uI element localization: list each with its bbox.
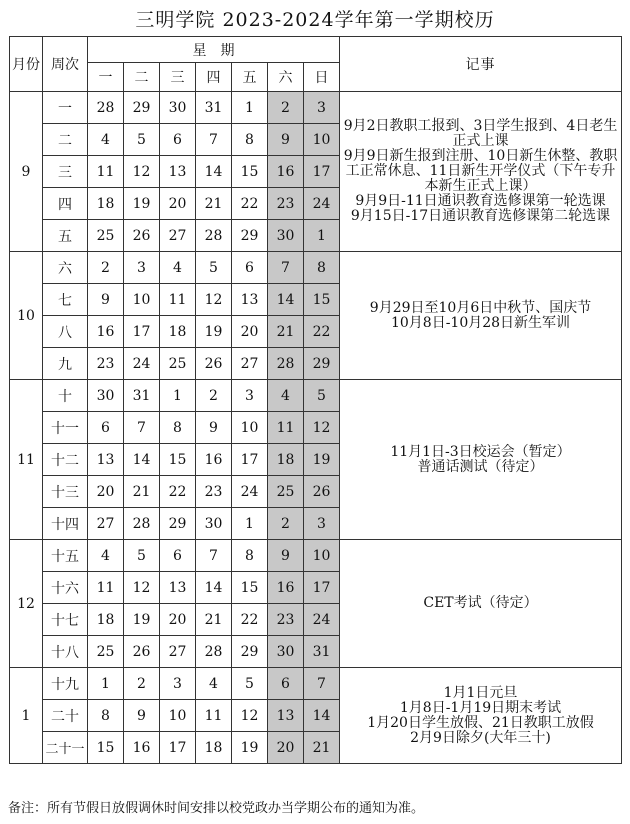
weekday-sat: 六 [268,63,304,92]
week-number-cell: 七 [43,284,88,316]
week-number-cell: 二十 [43,700,88,732]
day-cell: 25 [88,220,124,252]
day-cell: 9 [88,284,124,316]
notes-cell [340,380,622,540]
note-line: 1月8日-1月19日期末考试 [399,699,562,716]
week-number-cell: 十 [43,380,88,412]
note-line: 2月9日除夕(大年三十) [410,729,551,746]
note-line: 9月29日至10月6日中秋节、国庆节 [369,299,592,316]
day-cell: 31 [124,380,160,412]
weekend-day-cell: 14 [304,700,340,732]
day-cell: 25 [160,348,196,380]
weekend-day-cell: 25 [268,476,304,508]
week-number-cell: 六 [43,252,88,284]
day-cell: 6 [160,124,196,156]
weekend-day-cell: 13 [268,700,304,732]
note-line: 11月1日-3日校运会（暂定） [390,443,571,460]
weekend-day-cell: 29 [304,348,340,380]
week-number-cell: 十七 [43,604,88,636]
weekday-group-header: 星 期 [88,37,340,63]
day-cell: 15 [88,732,124,764]
week-row [10,668,622,700]
weekend-day-cell: 23 [268,188,304,220]
day-cell: 13 [232,284,268,316]
day-cell: 1 [160,380,196,412]
month-cell: 11 [10,380,43,540]
weekday-fri: 五 [232,63,268,92]
week-number-cell: 二十一 [43,732,88,764]
day-cell: 14 [124,444,160,476]
day-cell: 3 [232,380,268,412]
day-cell: 26 [196,348,232,380]
weekend-day-cell: 20 [268,732,304,764]
day-cell: 8 [232,540,268,572]
day-cell: 11 [160,284,196,316]
weekend-day-cell: 1 [304,220,340,252]
day-cell: 27 [232,348,268,380]
day-cell: 26 [124,220,160,252]
notes-header: 记事 [340,37,622,92]
week-number-cell: 十二 [43,444,88,476]
weekend-day-cell: 19 [304,444,340,476]
weekend-day-cell: 5 [304,380,340,412]
weekend-day-cell: 12 [304,412,340,444]
weekend-day-cell: 7 [268,252,304,284]
week-number-cell: 十五 [43,540,88,572]
weekend-day-cell: 3 [304,508,340,540]
day-cell: 28 [196,636,232,668]
day-cell: 24 [232,476,268,508]
notes-cell [340,92,622,252]
week-number-cell: 十三 [43,476,88,508]
school-calendar-table [9,36,622,764]
month-cell: 9 [10,92,43,252]
week-number-cell: 八 [43,316,88,348]
weekend-day-cell: 18 [268,444,304,476]
month-cell: 10 [10,252,43,380]
day-cell: 12 [124,156,160,188]
day-cell: 7 [196,540,232,572]
day-cell: 15 [232,572,268,604]
day-cell: 28 [196,220,232,252]
day-cell: 23 [88,348,124,380]
day-cell: 20 [232,316,268,348]
weekday-sun: 日 [304,63,340,92]
weekend-day-cell: 24 [304,604,340,636]
day-cell: 6 [160,540,196,572]
day-cell: 24 [124,348,160,380]
week-number-cell: 五 [43,220,88,252]
week-number-cell: 一 [43,92,88,124]
weekend-day-cell: 21 [304,732,340,764]
weekend-day-cell: 2 [268,508,304,540]
day-cell: 28 [124,508,160,540]
week-number-cell: 四 [43,188,88,220]
day-cell: 29 [232,220,268,252]
day-cell: 1 [232,508,268,540]
day-cell: 14 [196,572,232,604]
day-cell: 8 [88,700,124,732]
calendar-body [10,92,622,764]
day-cell: 25 [88,636,124,668]
day-cell: 1 [232,92,268,124]
weekend-day-cell: 2 [268,92,304,124]
day-cell: 10 [160,700,196,732]
day-cell: 22 [232,188,268,220]
day-cell: 20 [160,188,196,220]
day-cell: 5 [232,668,268,700]
day-cell: 5 [124,124,160,156]
week-number-cell: 十九 [43,668,88,700]
weekday-mon: 一 [88,63,124,92]
day-cell: 4 [160,252,196,284]
weekend-day-cell: 21 [268,316,304,348]
week-row [10,540,622,572]
weekend-day-cell: 4 [268,380,304,412]
day-cell: 5 [124,540,160,572]
note-line: 9月2日教职工报到、3日学生报到、4日老生正式上课 [343,118,618,149]
weekend-day-cell: 31 [304,636,340,668]
note-line: 10月8日-10月28日新生军训 [390,314,571,331]
week-row [10,252,622,284]
weekend-day-cell: 8 [304,252,340,284]
notes-cell [340,252,622,380]
day-cell: 30 [88,380,124,412]
day-cell: 2 [196,380,232,412]
day-cell: 2 [88,252,124,284]
week-number-cell: 二 [43,124,88,156]
day-cell: 4 [196,668,232,700]
weekend-day-cell: 7 [304,668,340,700]
week-number-cell: 九 [43,348,88,380]
day-cell: 30 [160,92,196,124]
month-header: 月份 [10,37,43,92]
day-cell: 29 [124,92,160,124]
month-cell: 12 [10,540,43,668]
day-cell: 26 [124,636,160,668]
day-cell: 21 [196,604,232,636]
weekend-day-cell: 24 [304,188,340,220]
week-number-cell: 十四 [43,508,88,540]
day-cell: 18 [88,604,124,636]
day-cell: 27 [88,508,124,540]
note-line: 9月9日新生报到注册、10日新生休整、教职工正常休息、11日新生开学仪式（下午专升本新生正式上课） [343,148,618,194]
day-cell: 10 [124,284,160,316]
note-line: CET考试（待定） [423,595,538,611]
day-cell: 15 [232,156,268,188]
day-cell: 20 [160,604,196,636]
day-cell: 9 [124,700,160,732]
day-cell: 5 [196,252,232,284]
weekend-day-cell: 26 [304,476,340,508]
day-cell: 27 [160,220,196,252]
weekend-day-cell: 17 [304,156,340,188]
month-cell: 1 [10,668,43,764]
weekday-tue: 二 [124,63,160,92]
day-cell: 17 [232,444,268,476]
weekend-day-cell: 30 [268,220,304,252]
week-number-cell: 十一 [43,412,88,444]
day-cell: 16 [124,732,160,764]
weekend-day-cell: 14 [268,284,304,316]
note-line: 1月1日元旦 [443,684,518,701]
weekday-wed: 三 [160,63,196,92]
weekday-thu: 四 [196,63,232,92]
week-number-cell: 十八 [43,636,88,668]
weekend-day-cell: 16 [268,572,304,604]
weekend-day-cell: 30 [268,636,304,668]
day-cell: 28 [88,92,124,124]
weekend-day-cell: 6 [268,668,304,700]
footnote: 备注：所有节假日放假调休时间安排以校党政办当学期公布的通知为准。 [8,801,425,816]
day-cell: 1 [88,668,124,700]
day-cell: 27 [160,636,196,668]
day-cell: 4 [88,124,124,156]
day-cell: 17 [160,732,196,764]
day-cell: 22 [160,476,196,508]
day-cell: 2 [124,668,160,700]
day-cell: 8 [232,124,268,156]
day-cell: 18 [160,316,196,348]
day-cell: 14 [196,156,232,188]
week-header: 周次 [43,37,88,92]
day-cell: 9 [196,412,232,444]
weekend-day-cell: 9 [268,124,304,156]
weekend-day-cell: 9 [268,540,304,572]
week-number-cell: 三 [43,156,88,188]
day-cell: 19 [196,316,232,348]
note-line: 普通话测试（待定） [417,458,544,475]
week-row [10,92,622,124]
note-line: 9月9日-11日通识教育选修课第一轮选课 [355,193,606,209]
weekend-day-cell: 17 [304,572,340,604]
weekend-day-cell: 10 [304,124,340,156]
weekend-day-cell: 16 [268,156,304,188]
day-cell: 11 [88,156,124,188]
day-cell: 4 [88,540,124,572]
weekend-day-cell: 10 [304,540,340,572]
note-line: 9月15日-17日通识教育选修课第二轮选课 [350,208,611,224]
day-cell: 6 [232,252,268,284]
day-cell: 7 [196,124,232,156]
day-cell: 20 [88,476,124,508]
day-cell: 19 [232,732,268,764]
day-cell: 7 [124,412,160,444]
day-cell: 12 [196,284,232,316]
day-cell: 3 [124,252,160,284]
day-cell: 17 [124,316,160,348]
day-cell: 6 [88,412,124,444]
day-cell: 3 [160,668,196,700]
notes-cell [340,668,622,764]
day-cell: 18 [88,188,124,220]
notes-cell [340,540,622,668]
day-cell: 21 [196,188,232,220]
day-cell: 10 [232,412,268,444]
day-cell: 19 [124,604,160,636]
week-number-cell: 十六 [43,572,88,604]
day-cell: 16 [88,316,124,348]
day-cell: 19 [124,188,160,220]
day-cell: 18 [196,732,232,764]
day-cell: 21 [124,476,160,508]
day-cell: 13 [160,156,196,188]
week-row [10,380,622,412]
day-cell: 15 [160,444,196,476]
day-cell: 12 [124,572,160,604]
day-cell: 30 [196,508,232,540]
day-cell: 12 [232,700,268,732]
day-cell: 23 [196,476,232,508]
day-cell: 13 [88,444,124,476]
day-cell: 13 [160,572,196,604]
day-cell: 16 [196,444,232,476]
day-cell: 11 [88,572,124,604]
weekend-day-cell: 28 [268,348,304,380]
day-cell: 29 [232,636,268,668]
weekend-day-cell: 23 [268,604,304,636]
weekend-day-cell: 3 [304,92,340,124]
day-cell: 8 [160,412,196,444]
weekend-day-cell: 22 [304,316,340,348]
weekend-day-cell: 15 [304,284,340,316]
day-cell: 29 [160,508,196,540]
day-cell: 22 [232,604,268,636]
weekend-day-cell: 11 [268,412,304,444]
day-cell: 11 [196,700,232,732]
note-line: 1月20日学生放假、21日教职工放假 [367,714,594,731]
calendar-title: 三明学院 2023-2024学年第一学期校历 [135,9,495,31]
day-cell: 31 [196,92,232,124]
